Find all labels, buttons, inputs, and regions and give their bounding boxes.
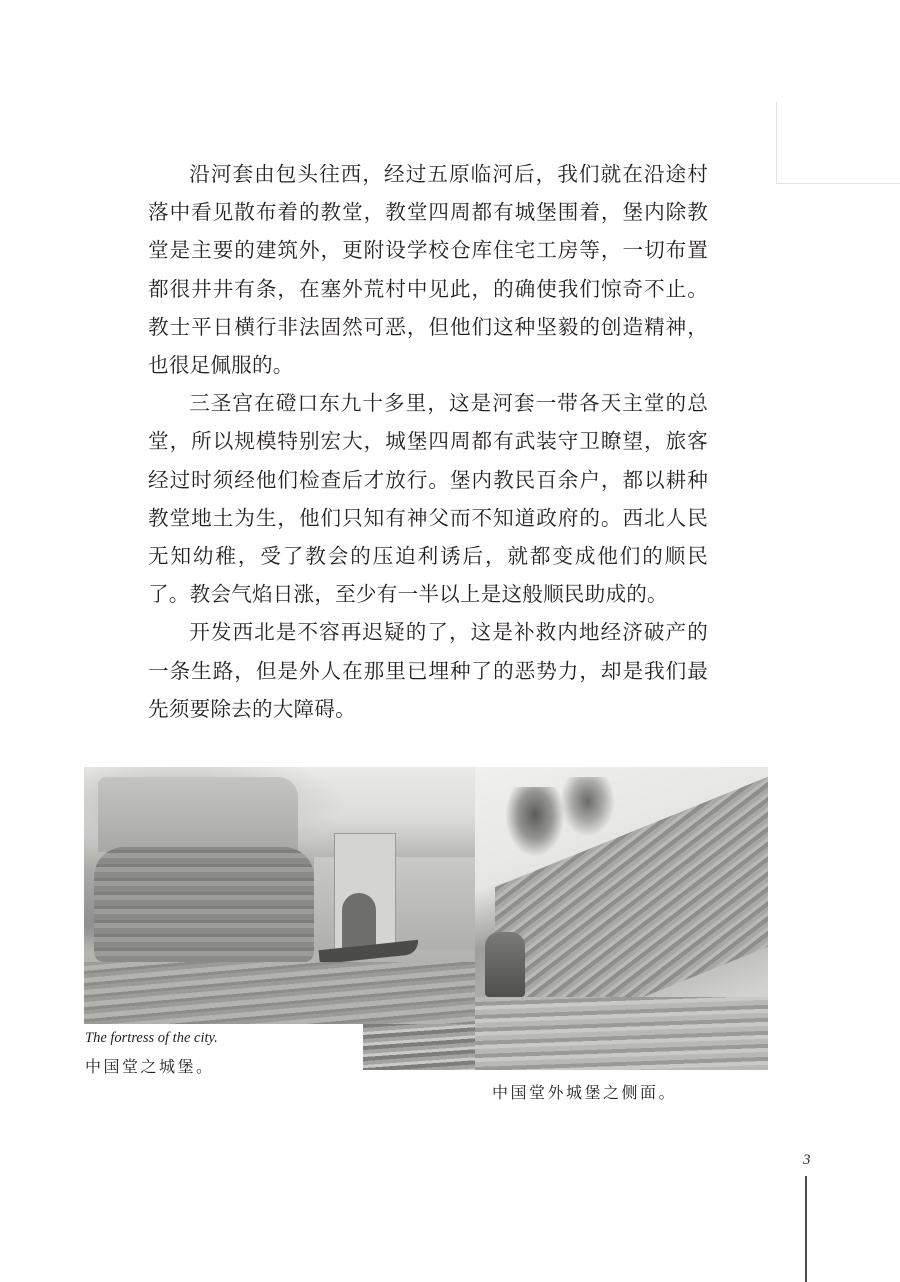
page-number: 3 (803, 1152, 811, 1168)
gate-archway (342, 893, 376, 949)
walking-figures (485, 932, 525, 997)
crop-mark-horizontal (776, 183, 900, 184)
fortress-side-photo (475, 767, 768, 1070)
photo-bottom-strip (363, 1024, 475, 1070)
paragraph-3: 开发西北是不容再迟疑的了，这是补救内地经济破产的一条生路，但是外人在那里已埋种了的恶势力，却是我们最先须要除去的大障碍。 (148, 620, 708, 721)
caption-right-chinese: 中国堂外城堡之侧面。 (492, 1083, 678, 1102)
paragraph-2: 三圣宫在磴口东九十多里，这是河套一带各天主堂的总堂，所以规模特别宏大，城堡四周都有武装守卫瞭望，旅客经过时须经他们检查后才放行。堡内教民百余户，都以耕种教堂地土为生，他们只知有神父而不知道政府的。西北人民无知幼稚，受了教会的压迫利诱后，就都变成他们的顺民了。教会气焰日涨，至少有一半以上是这般顺民助成的。 (148, 391, 708, 607)
fortress-wall (94, 847, 314, 962)
fortress-tower (98, 777, 298, 852)
tree (560, 777, 615, 837)
ground (84, 962, 475, 1024)
tree (505, 787, 565, 857)
caption-english: The fortress of the city. (85, 1030, 218, 1046)
crop-mark-vertical (776, 102, 777, 183)
caption-left-chinese: 中国堂之城堡。 (85, 1057, 215, 1076)
body-text (148, 155, 708, 728)
ground (475, 997, 768, 1070)
paragraph-1: 沿河套由包头往西，经过五原临河后，我们就在沿途村落中看见散布着的教堂，教堂四周都有城堡围着，堡内除教堂是主要的建筑外，更附设学校仓库住宅工房等，一切布置都很井井有条，在塞外荒村中见此，的确使我们惊奇不止。教士平日横行非法固然可恶，但他们这种坚毅的创造精神，也很足佩服的。 (148, 162, 708, 378)
fortress-photo (84, 767, 475, 1024)
page-number-rule (805, 1176, 807, 1282)
